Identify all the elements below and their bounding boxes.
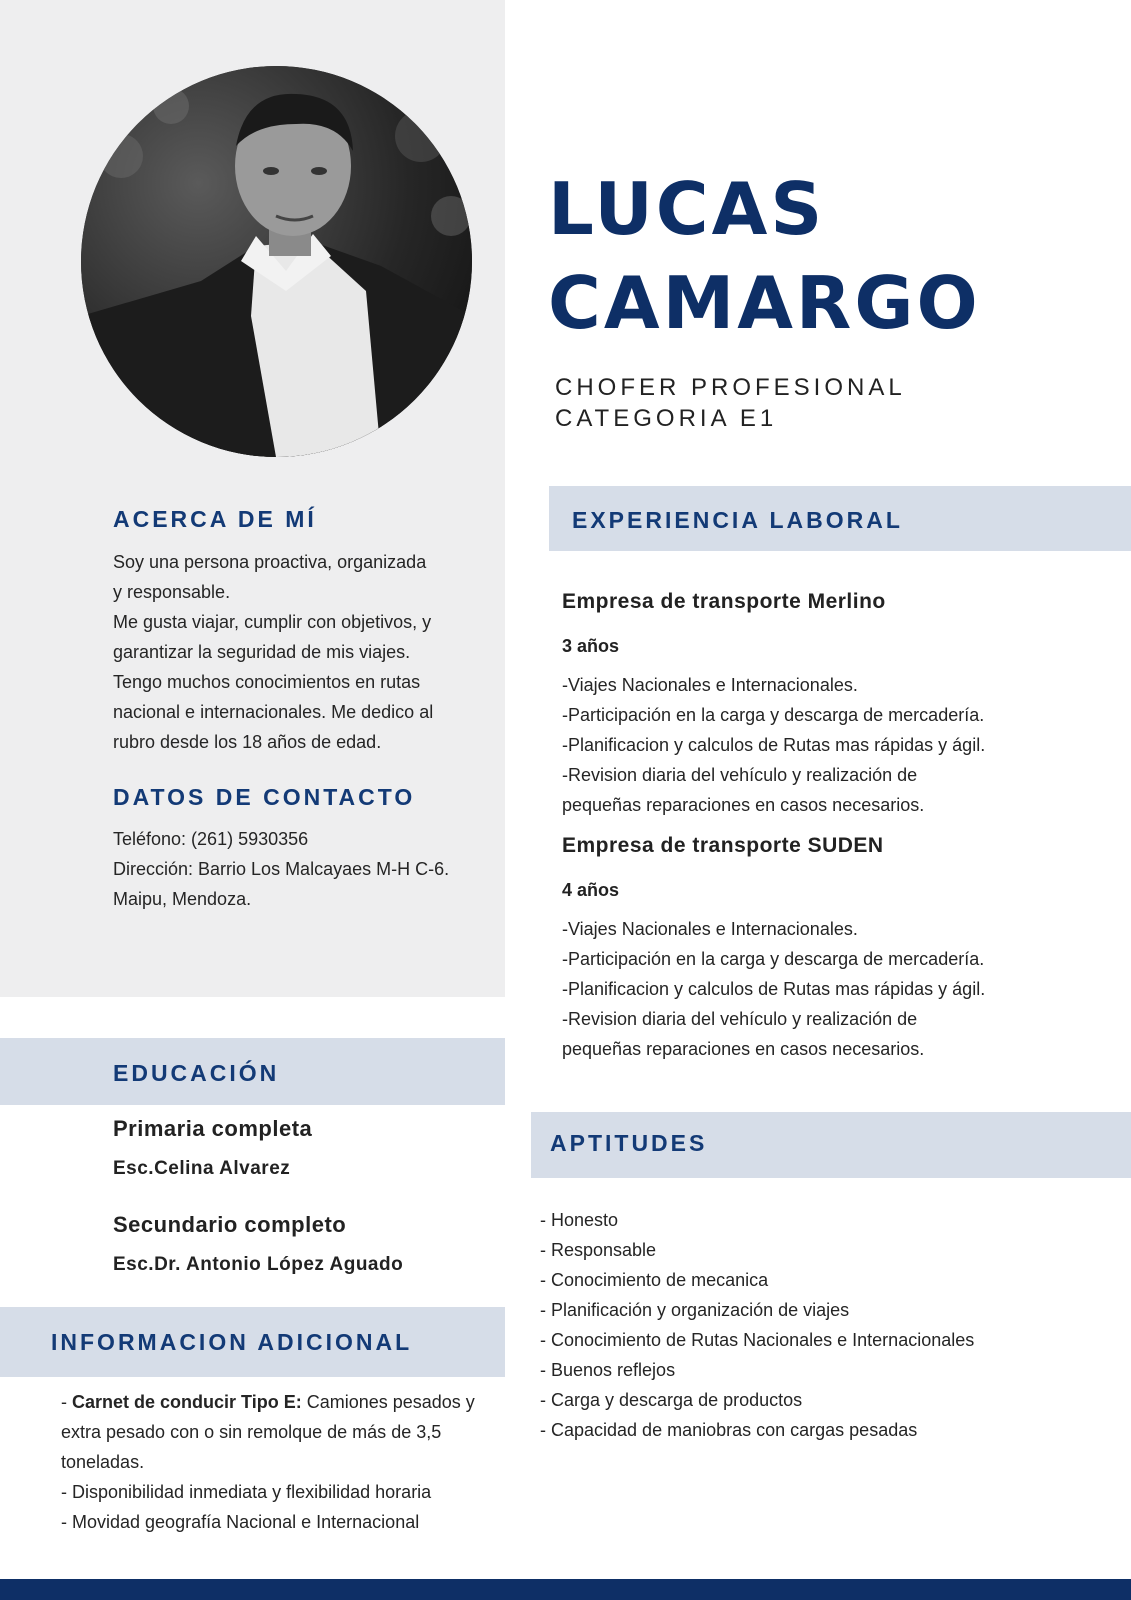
about-line: nacional e internacionales. Me dedico al — [113, 702, 434, 722]
duty-line: -Participación en la carga y descarga de mercadería. — [562, 705, 985, 725]
skills-list — [540, 1205, 1120, 1445]
city-text: Maipu, Mendoza. — [113, 889, 252, 909]
skill-item: - Capacidad de maniobras con cargas pesadas — [540, 1420, 918, 1440]
education-title: EDUCACIÓN — [113, 1060, 280, 1086]
about-line: Soy una persona proactiva, organizada — [113, 552, 427, 572]
skill-item: - Honesto — [540, 1210, 619, 1230]
additional-line: extra pesado con o sin remolque de más de 3,5 — [61, 1422, 442, 1442]
profile-photo — [81, 66, 472, 457]
subtitle-line-2: CATEGORIA E1 — [555, 405, 778, 432]
education-school: Esc.Celina Alvarez — [113, 1158, 291, 1179]
about-title: ACERCA DE MÍ — [113, 506, 317, 532]
footer-bar — [0, 1579, 1131, 1600]
education-degree: Secundario completo — [113, 1212, 347, 1237]
bullet-dash: - — [61, 1392, 72, 1412]
duty-line: pequeñas reparaciones en casos necesarios. — [562, 1039, 925, 1059]
skill-item: - Planificación y organización de viajes — [540, 1300, 850, 1320]
about-line: y responsable. — [113, 582, 231, 602]
job-duties — [562, 670, 1122, 820]
duty-line: -Participación en la carga y descarga de mercadería. — [562, 949, 985, 969]
skill-item: - Buenos reflejos — [540, 1360, 676, 1380]
job-years: 3 años — [562, 636, 620, 656]
skill-item: - Conocimiento de mecanica — [540, 1270, 769, 1290]
license-line — [61, 1387, 501, 1417]
about-text — [113, 547, 493, 757]
skill-item: - Responsable — [540, 1240, 657, 1260]
address-text: Dirección: Barrio Los Malcayaes M-H C-6. — [113, 859, 450, 879]
license-desc: Camiones pesados y — [301, 1392, 475, 1412]
about-line: Me gusta viajar, cumplir con objetivos, y — [113, 612, 432, 632]
skills-title: APTITUDES — [550, 1130, 708, 1156]
additional-line: - Disponibilidad inmediata y flexibilidad horaria — [61, 1482, 432, 1502]
additional-title: INFORMACION ADICIONAL — [51, 1329, 413, 1355]
name-first: LUCAS — [548, 167, 826, 251]
additional-text — [61, 1387, 501, 1537]
name-last: CAMARGO — [548, 261, 981, 345]
contact-title: DATOS DE CONTACTO — [113, 784, 416, 810]
job-subtitle — [555, 372, 906, 434]
skill-item: - Conocimiento de Rutas Nacionales e Internacionales — [540, 1330, 975, 1350]
license-label: Carnet de conducir Tipo E: — [72, 1392, 302, 1412]
duty-line: -Planificacion y calculos de Rutas mas rápidas y ágil. — [562, 979, 986, 999]
job-years: 4 años — [562, 880, 620, 900]
job-company: Empresa de transporte Merlino — [562, 590, 886, 613]
duty-line: -Planificacion y calculos de Rutas mas rápidas y ágil. — [562, 735, 986, 755]
about-line: rubro desde los 18 años de edad. — [113, 732, 382, 752]
job-duties — [562, 914, 1122, 1064]
additional-line: toneladas. — [61, 1452, 145, 1472]
name — [548, 162, 981, 350]
duty-line: -Viajes Nacionales e Internacionales. — [562, 919, 858, 939]
duty-line: -Viajes Nacionales e Internacionales. — [562, 675, 858, 695]
skill-item: - Carga y descarga de productos — [540, 1390, 803, 1410]
phone-text: Teléfono: (261) 5930356 — [113, 829, 309, 849]
about-line: Tengo muchos conocimientos en rutas — [113, 672, 421, 692]
duty-line: pequeñas reparaciones en casos necesarios. — [562, 795, 925, 815]
job-company: Empresa de transporte SUDEN — [562, 834, 884, 857]
education-school: Esc.Dr. Antonio López Aguado — [113, 1254, 404, 1275]
duty-line: -Revision diaria del vehículo y realización de — [562, 1009, 918, 1029]
duty-line: -Revision diaria del vehículo y realización de — [562, 765, 918, 785]
subtitle-line-1: CHOFER PROFESIONAL — [555, 374, 906, 401]
experience-title: EXPERIENCIA LABORAL — [572, 507, 903, 533]
additional-line: - Movidad geografía Nacional e Internacional — [61, 1512, 420, 1532]
about-line: garantizar la seguridad de mis viajes. — [113, 642, 411, 662]
education-degree: Primaria completa — [113, 1116, 313, 1141]
contact-text — [113, 824, 493, 914]
